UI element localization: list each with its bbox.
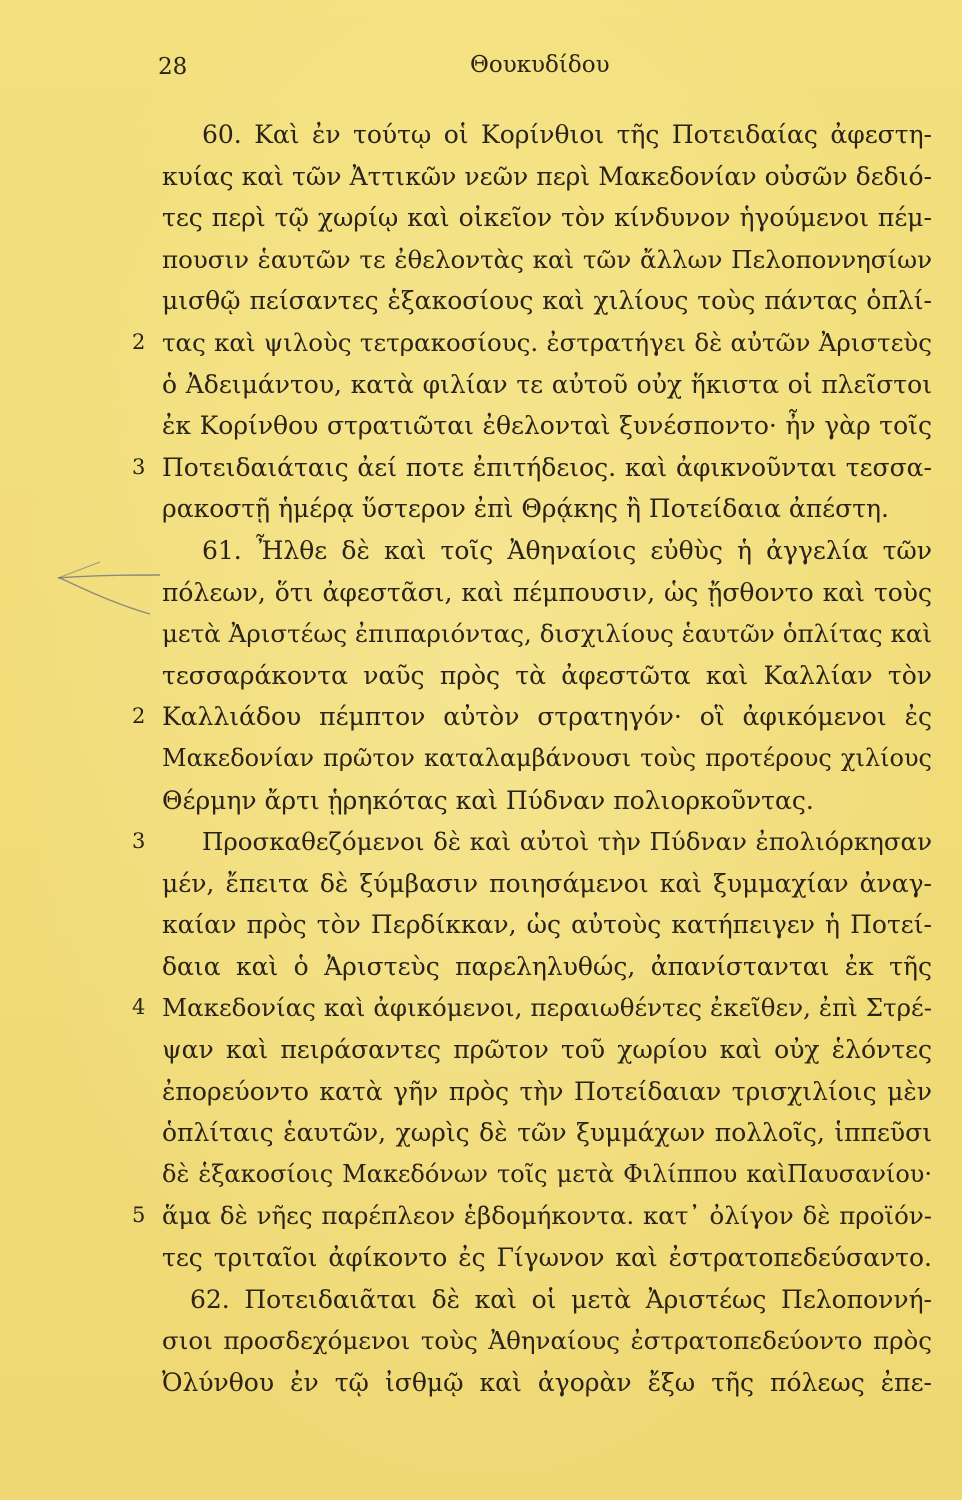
line-text: Μακεδονίας καὶ ἀφικόμενοι, περαιωθέντες ἐκεῖθεν, ἐπὶ Στρέ- bbox=[162, 993, 932, 1023]
margin-section-number: 2 bbox=[132, 704, 146, 729]
line-text: μέν, ἔπειτα δὲ ξύμβασιν ποιησάμενοι καὶ ξυμμαχίαν ἀναγ- bbox=[162, 868, 932, 898]
running-title: Θουκυδίδου bbox=[470, 52, 610, 78]
line-text: Μακεδονίαν πρῶτον καταλαμβάνουσι τοὺς προτέρους χιλίους bbox=[162, 743, 932, 772]
text-line bbox=[162, 1362, 932, 1404]
line-text: ψαν καὶ πειράσαντες πρῶτον τοῦ χωρίου καὶ οὐχ ἑλόντες bbox=[162, 1035, 932, 1065]
text-line bbox=[162, 280, 932, 322]
line-text: Προσκαθεζόμενοι δὲ καὶ αὐτοὶ τὴν Πύδναν ἐπολιόρκησαν bbox=[202, 827, 932, 857]
text-line bbox=[162, 1154, 932, 1196]
text-line bbox=[162, 1279, 932, 1321]
text-line bbox=[162, 1320, 932, 1362]
margin-section-number: 3 bbox=[132, 829, 146, 854]
line-text: πουσιν ἑαυτῶν τε ἐθελοντὰς καὶ τῶν ἄλλων Πελοποννησίων bbox=[162, 244, 932, 274]
text-line bbox=[162, 1112, 932, 1154]
text-line bbox=[162, 613, 932, 655]
text-line bbox=[132, 322, 932, 364]
line-text: δαια καὶ ὁ Ἀριστεὺς παρεληλυθώς, ἀπανίστανται ἐκ τῆς bbox=[162, 951, 932, 981]
margin-section-number: 3 bbox=[132, 454, 146, 479]
text-line bbox=[162, 239, 932, 281]
text-line bbox=[132, 447, 932, 489]
line-text: Ὀλύνθου ἐν τῷ ἰσθμῷ καὶ ἀγορὰν ἔξω τῆς πόλεως ἐπε- bbox=[162, 1367, 932, 1397]
line-text: Καλλιάδου πέμπτον αὐτὸν στρατηγόν· οἳ ἀφικόμενοι ἐς bbox=[162, 702, 932, 732]
text-line bbox=[162, 904, 932, 946]
text-line bbox=[132, 987, 932, 1029]
line-text: σιοι προσδεχόμενοι τοὺς Ἀθηναίους ἐστρατοπεδεύοντο πρὸς bbox=[162, 1326, 932, 1356]
line-text: 60. Καὶ ἐν τούτῳ οἱ Κορίνθιοι τῆς Ποτειδαίας ἀφεστη- bbox=[202, 120, 932, 149]
text-line bbox=[132, 1195, 932, 1237]
line-text: 62. Ποτειδαιᾶται δὲ καὶ οἱ μετὰ Ἀριστέως Πελοποννή- bbox=[190, 1284, 932, 1314]
text-line bbox=[162, 156, 932, 198]
line-text: 61. Ἦλθε δὲ καὶ τοῖς Ἀθηναίοις εὐθὺς ἡ ἀγγελία τῶν bbox=[202, 535, 932, 565]
text-line bbox=[162, 364, 932, 406]
line-text: μετὰ Ἀριστέως ἐπιπαριόντας, δισχιλίους ἑαυτῶν ὁπλίτας καὶ bbox=[162, 619, 932, 649]
line-text: μισθῷ πείσαντες ἑξακοσίους καὶ χιλίους τοὺς πάντας ὁπλί- bbox=[162, 286, 932, 316]
line-text: ἐπορεύοντο κατὰ γῆν πρὸς τὴν Ποτείδαιαν τρισχιλίοις μὲν bbox=[162, 1076, 932, 1106]
margin-section-number: 2 bbox=[132, 329, 146, 354]
text-line bbox=[162, 1237, 932, 1279]
text-line bbox=[162, 197, 932, 239]
text-line bbox=[162, 655, 932, 697]
line-text: ὁ Ἀδειμάντου, κατὰ φιλίαν τε αὐτοῦ οὐχ ἥκιστα οἱ πλεῖστοι bbox=[162, 369, 932, 399]
line-text: τεσσαράκοντα ναῦς πρὸς τὰ ἀφεστῶτα καὶ Καλλίαν τὸν bbox=[162, 660, 932, 690]
pencil-annotation-mark bbox=[52, 548, 164, 618]
line-text: καίαν πρὸς τὸν Περδίκκαν, ὡς αὐτοὺς κατήπειγεν ἡ Ποτεί- bbox=[162, 910, 932, 940]
line-text: ὁπλίταις ἑαυτῶν, χωρὶς δὲ τῶν ξυμμάχων πολλοῖς, ἱππεῦσι bbox=[162, 1118, 932, 1148]
text-line bbox=[162, 1029, 932, 1071]
text-line bbox=[162, 572, 932, 614]
text-line bbox=[162, 738, 932, 780]
text-line bbox=[132, 696, 932, 738]
text-line bbox=[132, 821, 932, 863]
line-text: Θέρμην ἄρτι ᾑρηκότας καὶ Πύδναν πολιορκοῦντας. bbox=[162, 785, 814, 815]
text-line bbox=[162, 405, 932, 447]
line-text: ἐκ Κορίνθου στρατιῶται ἐθελονταὶ ξυνέσποντο· ἦν γὰρ τοῖς bbox=[162, 411, 932, 441]
page-number: 28 bbox=[158, 54, 188, 80]
text-line bbox=[162, 946, 932, 988]
margin-section-number: 4 bbox=[132, 995, 146, 1020]
line-text: τες περὶ τῷ χωρίῳ καὶ οἰκεῖον τὸν κίνδυνον ἡγούμενοι πέμ- bbox=[162, 203, 932, 233]
body-text bbox=[132, 114, 932, 1403]
line-text: πόλεων, ὅτι ἀφεστᾶσι, καὶ πέμπουσιν, ὡς ᾔσθοντο καὶ τοὺς bbox=[162, 577, 932, 607]
text-line bbox=[162, 114, 932, 156]
text-line bbox=[162, 488, 932, 530]
text-line bbox=[162, 780, 932, 822]
line-text: τας καὶ ψιλοὺς τετρακοσίους. ἐστρατήγει δὲ αὐτῶν Ἀριστεὺς bbox=[162, 327, 932, 357]
line-text: δὲ ἑξακοσίοις Μακεδόνων τοῖς μετὰ Φιλίππου καὶΠαυσανίου· bbox=[162, 1159, 932, 1188]
line-text: τες τριταῖοι ἀφίκοντο ἐς Γίγωνον καὶ ἐστρατοπεδεύσαντο. bbox=[162, 1243, 932, 1273]
line-text: ρακοστῇ ἡμέρᾳ ὕστερον ἐπὶ Θρᾴκης ἢ Ποτείδαια ἀπέστη. bbox=[162, 494, 889, 524]
text-line bbox=[162, 863, 932, 905]
line-text: Ποτειδαιάταις ἀεί ποτε ἐπιτήδειος. καὶ ἀφικνοῦνται τεσσα- bbox=[162, 452, 932, 482]
margin-section-number: 5 bbox=[132, 1203, 146, 1228]
text-line bbox=[162, 1071, 932, 1113]
text-line bbox=[162, 530, 932, 572]
line-text: ἅμα δὲ νῆες παρέπλεον ἑβδομήκοντα. κατ᾽ ὀλίγον δὲ προϊόν- bbox=[162, 1201, 932, 1231]
line-text: κυίας καὶ τῶν Ἀττικῶν νεῶν περὶ Μακεδονίαν οὐσῶν δεδιό- bbox=[162, 161, 932, 191]
